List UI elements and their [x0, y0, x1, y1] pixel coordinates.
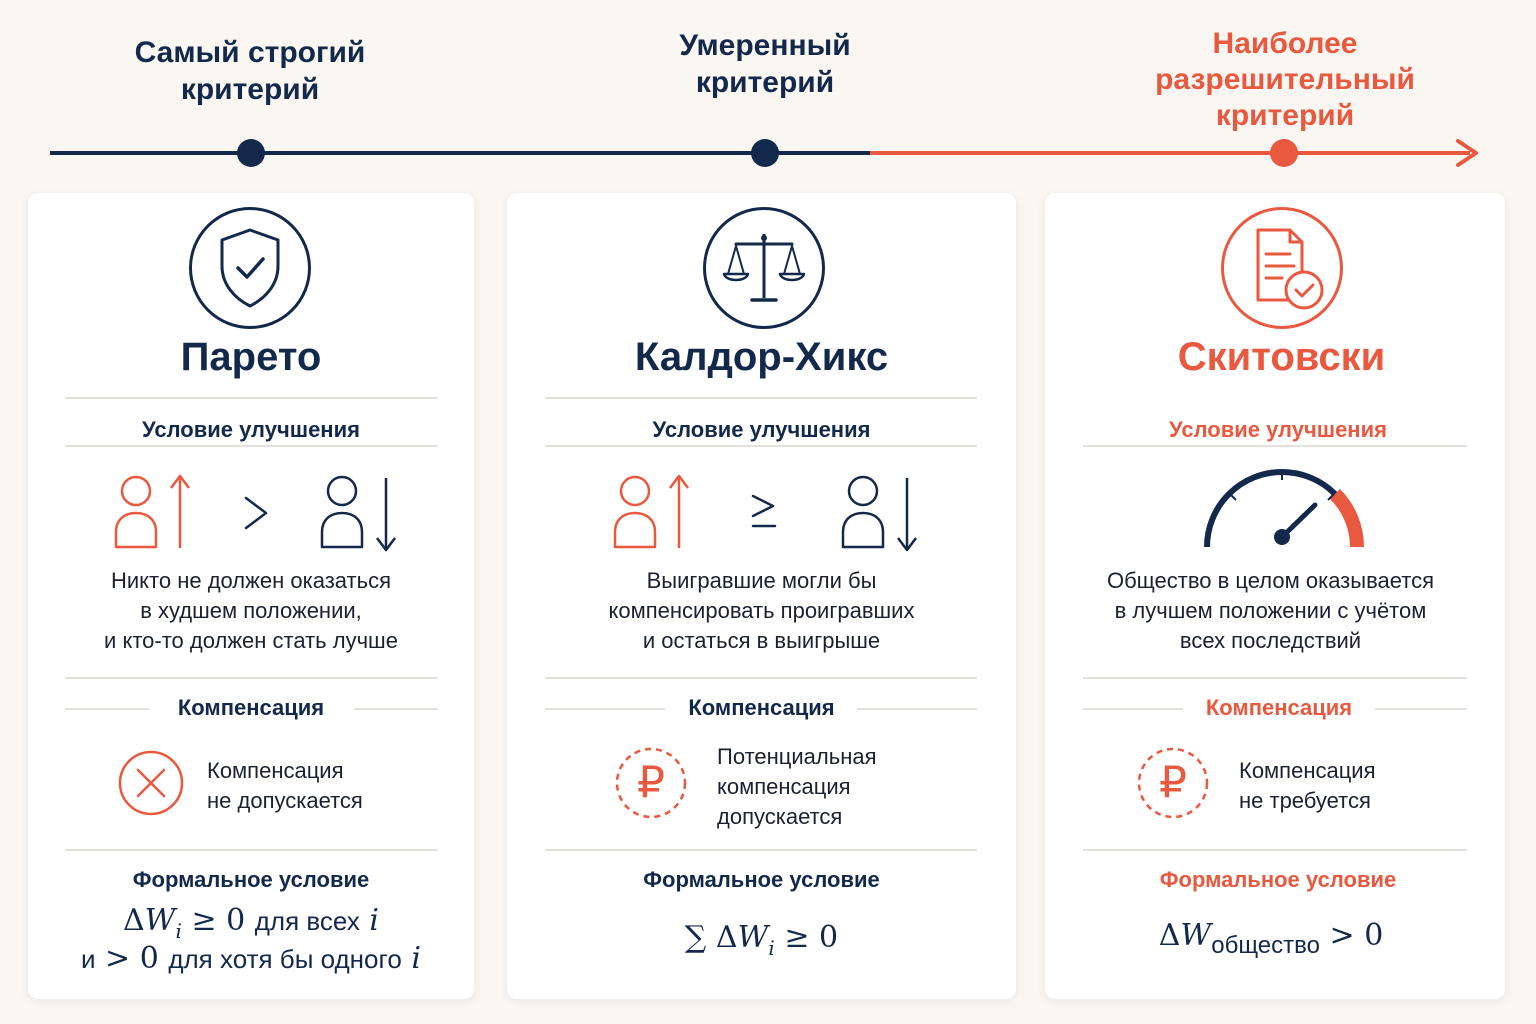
card-kaldor-hicks [507, 193, 1016, 999]
ruble-symbol: ₽ [1159, 758, 1187, 807]
divider [1083, 849, 1467, 851]
scale-label-moderate: Умеренный критерий [679, 29, 851, 99]
winner-person-icon [116, 476, 189, 548]
card-pareto [28, 193, 474, 999]
compensation-text: Компенсация не допускается [207, 758, 363, 813]
compensation-title: Компенсация [688, 695, 835, 720]
formal-title: Формальное условие [132, 867, 370, 892]
loser-person-icon [843, 477, 916, 550]
improvement-title: Условие улучшения [652, 417, 871, 442]
cross-circle-icon [116, 748, 186, 818]
scale-label-permissive: Наиболее разрешительный критерий [1155, 27, 1415, 132]
divider [65, 397, 438, 399]
card-scitovsky [1045, 193, 1505, 999]
scale-dot-permissive [1270, 139, 1298, 167]
compensation-text: Компенсация не требуется [1239, 758, 1376, 813]
divider [65, 849, 438, 851]
divider-right [354, 708, 438, 710]
greater-equal-icon [753, 496, 775, 526]
divider-right [1375, 708, 1467, 710]
improvement-description: Выигравшие могли бы компенсировать проигравших и остаться в выигрыше [608, 568, 915, 653]
winner-person-icon [615, 476, 688, 548]
improvement-title: Условие улучшения [142, 417, 360, 442]
divider [1083, 677, 1467, 679]
improvement-title: Условие улучшения [1169, 417, 1387, 442]
divider [65, 677, 438, 679]
divider [545, 397, 977, 399]
divider [1083, 445, 1467, 447]
loser-person-icon [322, 477, 395, 550]
formal-title: Формальное условие [643, 867, 880, 892]
greater-than-icon [246, 498, 266, 528]
card-title: Скитовски [1177, 335, 1386, 379]
improvement-diagram [108, 468, 408, 558]
improvement-description: Никто не должен оказаться в худшем положении, и кто-то должен стать лучше [104, 568, 398, 653]
compensation-text: Потенциальная компенсация допускается [717, 744, 877, 829]
ruble-symbol: ₽ [637, 758, 665, 807]
formal-condition: ∑ $\Delta W_i \ge 0$ [684, 920, 839, 960]
formal-title: Формальное условие [1159, 867, 1397, 892]
improvement-description: Общество в целом оказывается в лучшем положении с учётом всех последствий [1106, 568, 1435, 653]
ruble-dashed-circle-icon [1135, 745, 1211, 821]
gauge-icon [1199, 465, 1365, 555]
scale-dot-moderate [751, 139, 779, 167]
divider [545, 677, 977, 679]
improvement-diagram [605, 468, 925, 558]
formula-line-2: и > 0 для хотя бы одного i [80, 941, 422, 976]
scale-label-strict: Самый строгий критерий [134, 36, 366, 106]
card-title: Калдор-Хикс [634, 335, 889, 379]
scales-icon [703, 207, 825, 329]
sum-symbol: ∑ [684, 920, 707, 955]
compensation-title: Компенсация [1205, 695, 1353, 720]
divider [545, 445, 977, 447]
formal-condition: $\Delta W_{общество} > 0$ [1158, 918, 1384, 959]
formal-condition [28, 903, 474, 977]
card-title: Парето [180, 335, 322, 379]
divider [65, 445, 438, 447]
divider-right [857, 708, 977, 710]
shield-check-icon [189, 207, 311, 329]
ruble-dashed-circle-icon [613, 745, 689, 821]
formula-line-1: $\Delta W_i \ge 0$ для всех i [123, 903, 379, 943]
strictness-scale [0, 120, 1536, 190]
document-check-icon [1221, 207, 1343, 329]
divider [545, 849, 977, 851]
scale-dot-strict [237, 139, 265, 167]
compensation-title: Компенсация [177, 695, 325, 720]
